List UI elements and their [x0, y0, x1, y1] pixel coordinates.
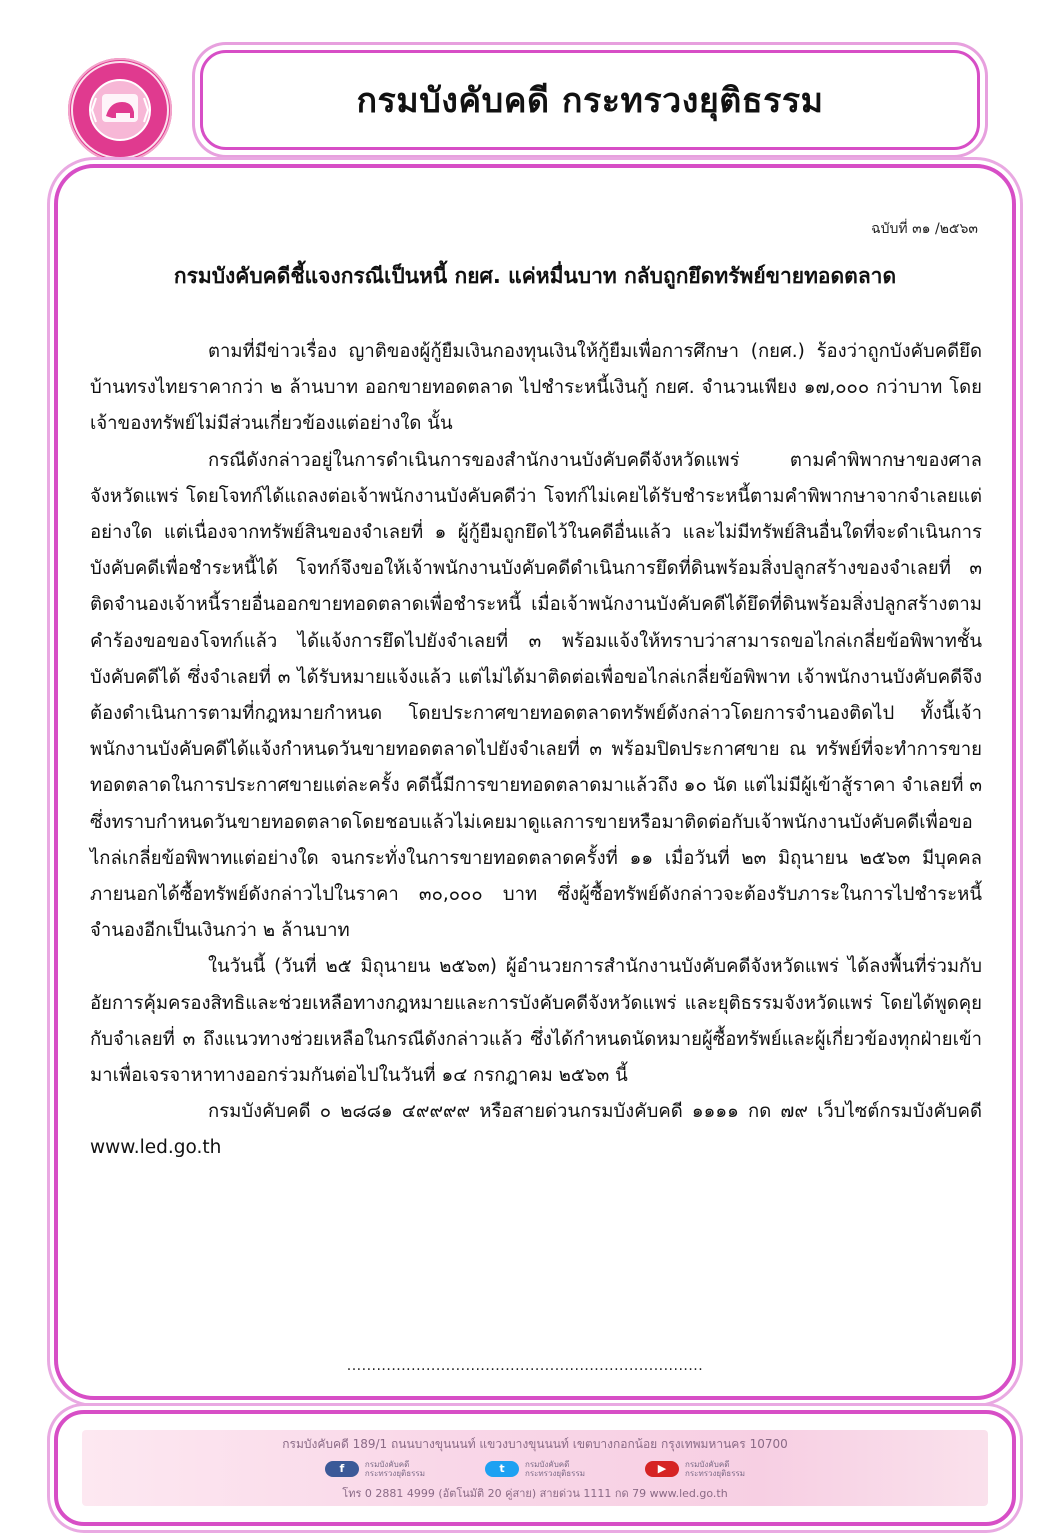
facebook-link[interactable]: [325, 1460, 425, 1478]
youtube-link[interactable]: [645, 1460, 745, 1478]
paragraph-2: กรณีดังกล่าวอยู่ในการดำเนินการของสำนักงานบังคับคดีจังหวัดแพร่ ตามคำพิพากษาของศาลจังหวัดแพร่ โดยโจทก์ได้แถลงต่อเจ้าพนักงานบังคับคดีว่า โจทก์ไม่เคยได้รับชำระหนี้ตามคำพิพากษาจากจำเลยแต่อย่างใด แต่เนื่องจากทรัพย์สินของจำเลยที่ ๑ ผู้กู้ยืมถูกยึดไว้ในคดีอื่นแล้ว และไม่มีทรัพย์สินอื่นใดที่จะดำเนินการบังคับคดีเพื่อชำระหนี้ได้ โจทก์จึงขอให้เจ้าพนักงานบังคับคดีดำเนินการยึดที่ดินพร้อมสิ่งปลูกสร้างของจำเลยที่ ๓ ติดจำนองเจ้าหนี้รายอื่นออกขายทอดตลาดเพื่อชำระหนี้ เมื่อเจ้าพนักงานบังคับคดีได้ยึดที่ดินพร้อมสิ่งปลูกสร้างตามคำร้องขอของโจทก์แล้ว ได้แจ้งการยึดไปยังจำเลยที่ ๓ พร้อมแจ้งให้ทราบว่าสามารถขอไกล่เกลี่ยข้อพิพาทชั้นบังคับคดีได้ ซึ่งจำเลยที่ ๓ ได้รับหมายแจ้งแล้ว แต่ไม่ได้มาติดต่อเพื่อขอไกล่เกลี่ยข้อพิพาท เจ้าพนักงานบังคับคดีจึงต้องดำเนินการตามที่กฎหมายกำหนด โดยประกาศขายทอดตลาดทรัพย์ดังกล่าวโดยการจำนองติดไป ทั้งนี้เจ้าพนักงานบังคับคดีได้แจ้งกำหนดวันขายทอดตลาดไปยังจำเลยที่ ๓ พร้อมปิดประกาศขาย ณ ทรัพย์ที่จะทำการขายทอดตลาดในการประกาศขายแต่ละครั้ง คดีนี้มีการขายทอดตลาดมาแล้วถึง ๑๐ นัด แต่ไม่มีผู้เข้าสู้ราคา จำเลยที่ ๓ ซึ่งทราบกำหนดวันขายทอดตลาดโดยชอบแล้วไม่เคยมาดูแลการขายหรือมาติดต่อกับเจ้าพนักงานบังคับคดีเพื่อขอไกล่เกลี่ยข้อพิพาทแต่อย่างใด จนกระทั่งในการขายทอดตลาดครั้งที่ ๑๑ เมื่อวันที่ ๒๓ มิถุนายน ๒๕๖๓ มีบุคคลภายนอกได้ซื้อทรัพย์ดังกล่าวไปในราคา ๓๐,๐๐๐ บาท ซึ่งผู้ซื้อทรัพย์ดังกล่าวจะต้องรับภาระในการไปชำระหนี้จำนองอีกเป็นเงินกว่า ๒ ล้านบาท: [90, 449, 982, 942]
body-text: [90, 334, 982, 1167]
department-seal-logo: [68, 58, 172, 162]
end-marker: ........................................................................: [346, 1358, 704, 1374]
headline: กรมบังคับคดีชี้แจงกรณีเป็นหนี้ กยศ. แค่หมื่นบาท กลับถูกยึดทรัพย์ขายทอดตลาด: [173, 264, 897, 288]
footer-contact: โทร 0 2881 4999 (อัตโนมัติ 20 คู่สาย) สายด่วน 1111 กด 79 www.led.go.th: [342, 1486, 728, 1500]
paragraph-3: ในวันนี้ (วันที่ ๒๕ มิถุนายน ๒๕๖๓) ผู้อำนวยการสำนักงานบังคับคดีจังหวัดแพร่ ได้ลงพื้นที่ร่วมกับอัยการคุ้มครองสิทธิและช่วยเหลือทางกฎหมายและการบังคับคดีจังหวัดแพร่ และยุติธรรมจังหวัดแพร่ โดยได้พูดคุยกับจำเลยที่ ๓ ถึงแนวทางช่วยเหลือในกรณีดังกล่าวแล้ว ซึ่งได้กำหนดนัดหมายผู้ซื้อทรัพย์และผู้เกี่ยวข้องทุกฝ่ายเข้ามาเพื่อเจรจาหาทางออกร่วมกันต่อไปในวันที่ ๑๔ กรกฎาคม ๒๕๖๓ นี้: [90, 956, 982, 1087]
page-title: กรมบังคับคดี กระทรวงยุติธรรม: [356, 81, 824, 121]
facebook-icon: f: [325, 1461, 359, 1477]
paragraph-1: ตามที่มีข่าวเรื่อง ญาติของผู้กู้ยืมเงินกองทุนเงินให้กู้ยืมเพื่อการศึกษา (กยศ.) ร้องว่าถูกบังคับคดียึดบ้านทรงไทยราคากว่า ๒ ล้านบาท ออกขายทอดตลาด ไปชำระหนี้เงินกู้ กยศ. จำนวนเพียง ๑๗,๐๐๐ กว่าบาท โดยเจ้าของทรัพย์ไม่มีส่วนเกี่ยวข้องแต่อย่างใด นั้น: [90, 341, 982, 435]
twitter-icon: t: [485, 1461, 519, 1477]
twitter-link[interactable]: [485, 1460, 585, 1478]
title-banner: [200, 50, 980, 150]
seal-emblem-icon: [68, 58, 172, 162]
issue-number: ฉบับที่ ๓๑ /๒๕๖๓: [871, 221, 978, 237]
paragraph-4: กรมบังคับคดี ๐ ๒๘๘๑ ๔๙๙๙๙ หรือสายด่วนกรมบังคับคดี ๑๑๑๑ กด ๗๙ เว็บไซต์กรมบังคับคดี www.led.go.th: [90, 1101, 982, 1159]
footer-address: กรมบังคับคดี 189/1 ถนนบางขุนนนท์ แขวงบางขุนนนท์ เขตบางกอกน้อย กรุงเทพมหานคร 10700: [282, 1436, 788, 1451]
social-links: [325, 1460, 745, 1478]
footer-banner: [82, 1430, 988, 1506]
youtube-label-1: กรมบังคับคดี: [685, 1459, 730, 1469]
facebook-label-1: กรมบังคับคดี: [364, 1459, 410, 1469]
footer-panel: [54, 1410, 1016, 1526]
twitter-label-2: กระทรวงยุติธรรม: [524, 1468, 586, 1478]
facebook-label-2: กระทรวงยุติธรรม: [364, 1468, 425, 1478]
youtube-label-2: กระทรวงยุติธรรม: [685, 1468, 746, 1478]
twitter-label-1: กรมบังคับคดี: [524, 1459, 570, 1469]
youtube-icon: ▶: [645, 1461, 679, 1477]
press-release-panel: [54, 164, 1016, 1400]
